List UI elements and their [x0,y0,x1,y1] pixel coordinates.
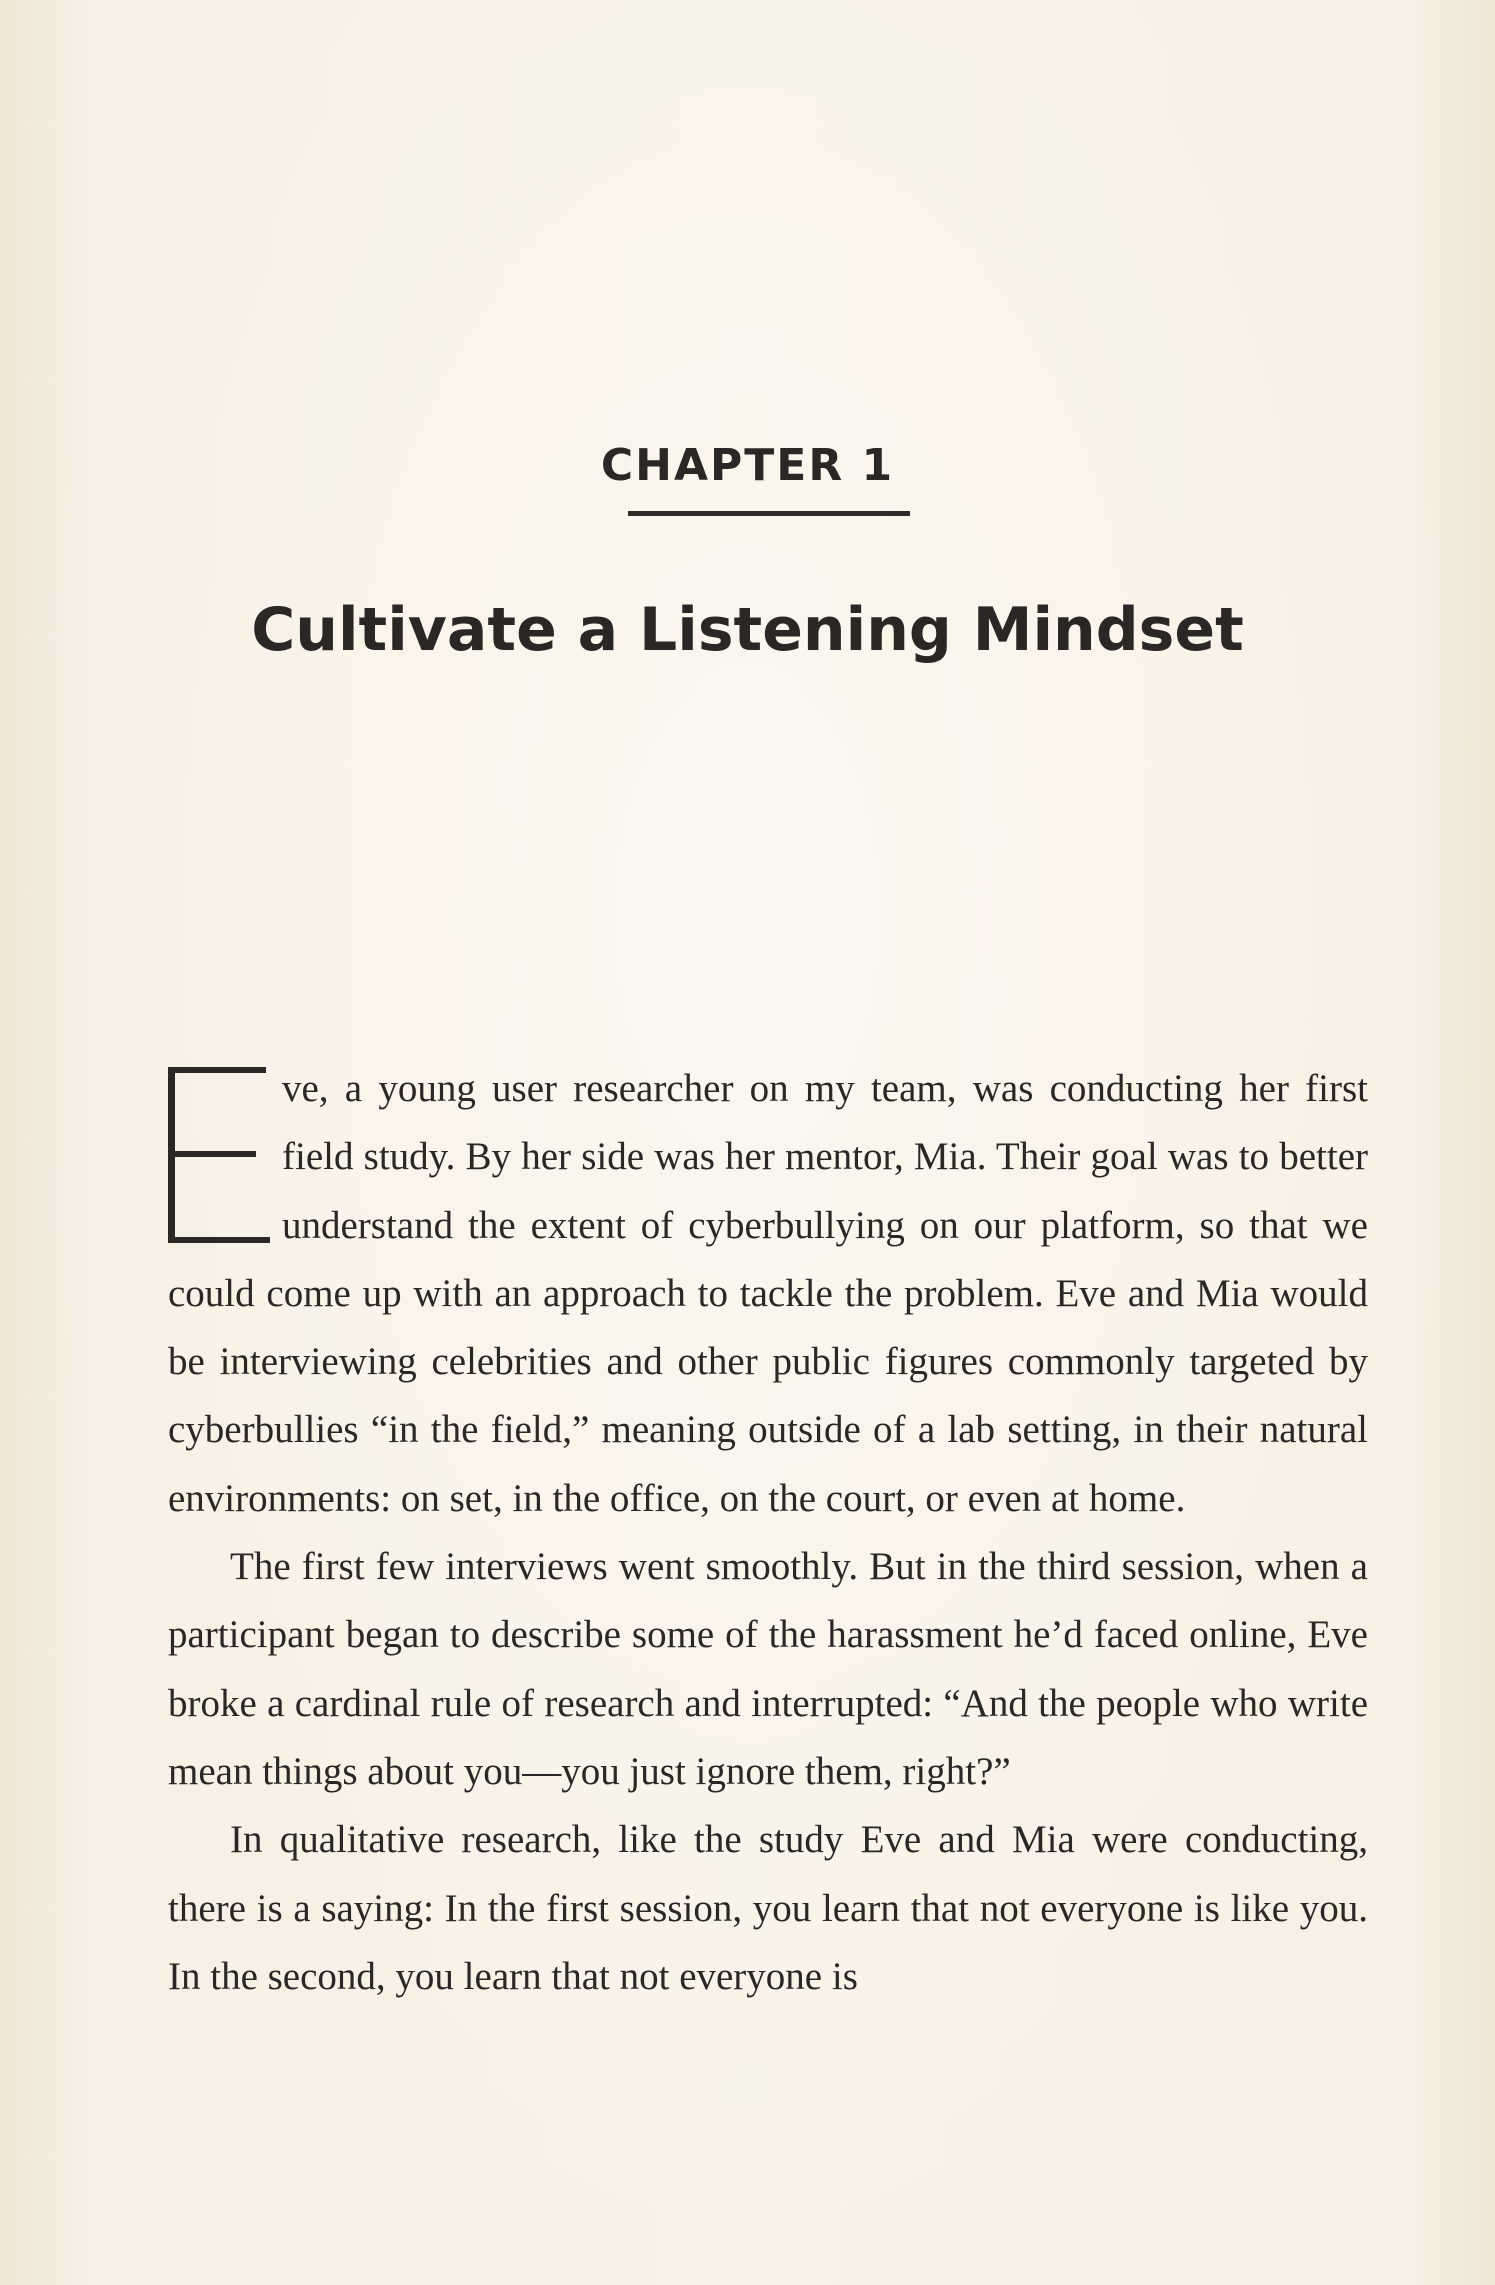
chapter-underline [628,511,910,516]
drop-cap-letter [168,1067,272,1245]
chapter-number: CHAPTER 1 [600,440,895,491]
paragraph-2: The first few interviews went smoothly. But in the third session, when a participant began to describe some of the harassment he’d faced online, Eve broke a cardinal rule of research and interrupted: “And the people who write mean things about you—you just ignore them, right?” [168,1545,1368,1793]
paragraph-1 [168,1055,1368,1533]
body-text [168,1055,1368,2011]
paragraph-1-text: ve, a young user researcher on my team, was conducting her first field study. By her side was her mentor, Mia. Their goal was to better understand the extent of cyberbullying on our platform, so that we could come up with an approach to tackle the problem. Eve and Mia would be interviewing celebrities and other public figures commonly targeted by cyberbullies “in the field,” meaning outside of a lab setting, in their natural environments: on set, in the office, on the court, or even at home. [168,1067,1368,1520]
paragraph-3: In qualitative research, like the study Eve and Mia were conducting, there is a saying: In the first session, you learn that not everyone is like you. In the second, you learn that not everyone is [168,1818,1368,1998]
chapter-title: Cultivate a Listening Mindset [251,595,1244,665]
